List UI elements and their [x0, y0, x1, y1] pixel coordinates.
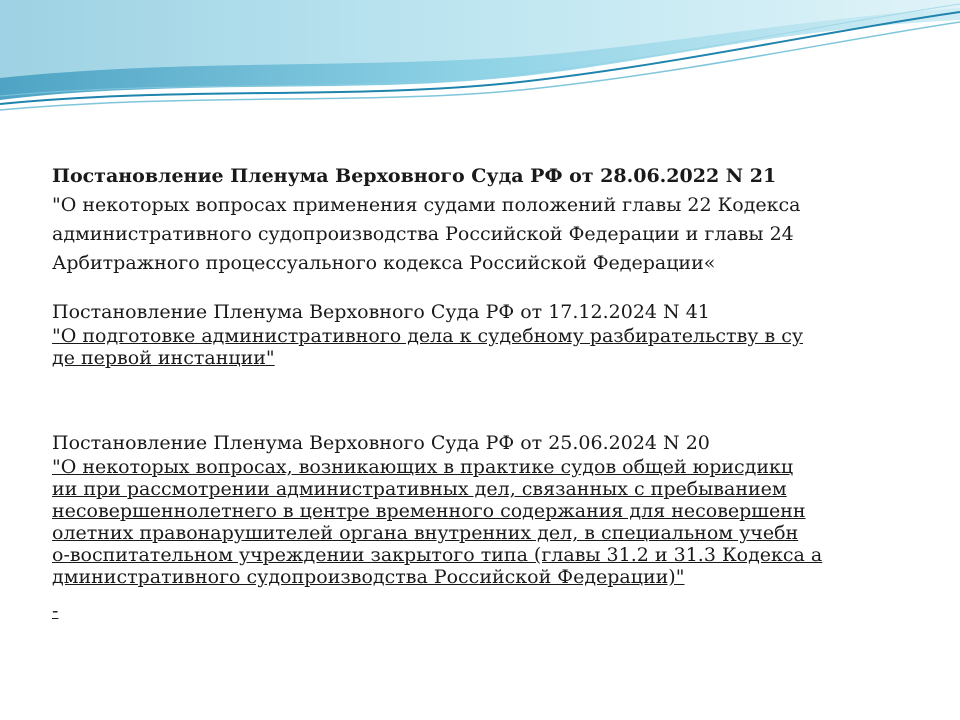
- trailing-mark: -: [52, 600, 59, 622]
- resolution-link-line[interactable]: "О подготовке административного дела к судебному разбирательству в су: [52, 325, 804, 347]
- resolution-block-3: [52, 430, 882, 588]
- resolution-link[interactable]: [52, 456, 882, 588]
- resolution-block-1: [52, 162, 882, 278]
- resolution-text-line: административного судопроизводства Российской Федерации и главы 24: [52, 223, 794, 245]
- resolution-link-line[interactable]: дминистративного судопроизводства Российской Федерации)": [52, 566, 685, 588]
- resolution-title: Постановление Пленума Верховного Суда РФ от 28.06.2022 N 21: [52, 165, 777, 187]
- resolution-title: Постановление Пленума Верховного Суда РФ от 17.12.2024 N 41: [52, 301, 710, 323]
- resolution-link-line[interactable]: де первой инстанции": [52, 347, 275, 369]
- resolution-block-2: [52, 299, 882, 369]
- decorative-wave-header: [0, 0, 960, 120]
- resolution-link-line[interactable]: несовершеннолетнего в центре временного содержания для несовершенн: [52, 500, 806, 522]
- resolution-text-line: Арбитражного процессуального кодекса Российской Федерации«: [52, 252, 716, 274]
- content-area: [52, 162, 882, 622]
- resolution-link-line[interactable]: олетних правонарушителей органа внутренних дел, в специальном учебн: [52, 522, 799, 544]
- resolution-text-line: "О некоторых вопросах применения судами положений главы 22 Кодекса: [52, 194, 801, 216]
- resolution-link-line[interactable]: "О некоторых вопросах, возникающих в практике судов общей юрисдикц: [52, 456, 794, 478]
- resolution-title: Постановление Пленума Верховного Суда РФ от 25.06.2024 N 20: [52, 432, 710, 454]
- resolution-link[interactable]: [52, 325, 882, 369]
- resolution-link-line[interactable]: о-воспитательном учреждении закрытого типа (главы 31.2 и 31.3 Кодекса а: [52, 544, 823, 566]
- resolution-link-line[interactable]: ии при рассмотрении административных дел, связанных с пребыванием: [52, 478, 787, 500]
